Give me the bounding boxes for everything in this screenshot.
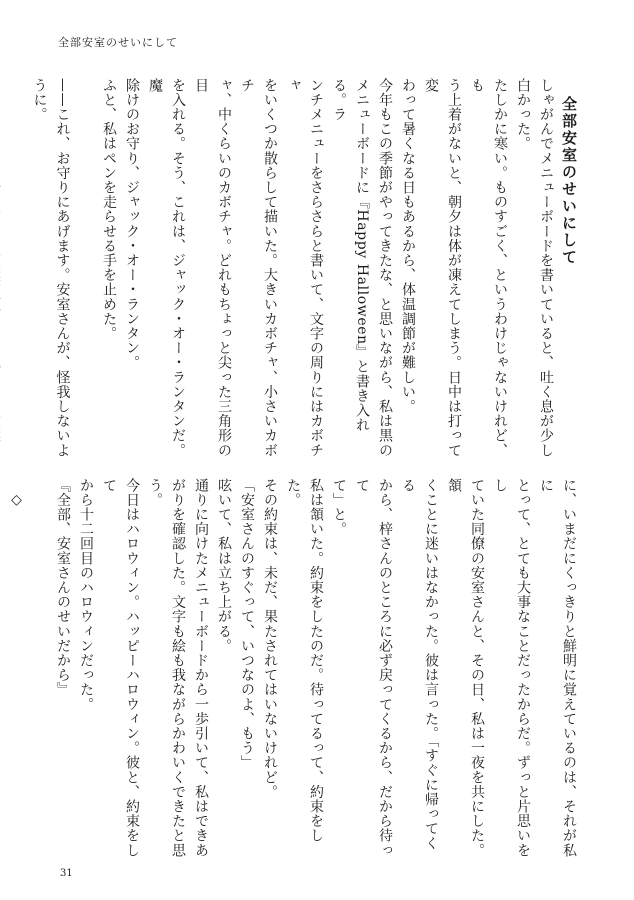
chapter-title: 全部安室のせいにして bbox=[560, 96, 578, 266]
paragraph bbox=[0, 78, 4, 460]
section-break-diamond: ◇ bbox=[8, 492, 25, 509]
paragraph: に、いまだにくっきりと鮮明に覚えているのは、それが私に とって、とても大事なことだったからだ。ずっと片思いをし ていた同僚の安室さんと、その日、私は一夜を共にした。頷 くことに迷いはなかった。彼は言った。「すぐに帰ってくる から、梓さんのところに必ず戻ってくるから、だから待って て」と。 bbox=[331, 478, 577, 858]
text-block-top bbox=[31, 78, 580, 460]
paragraph: 通りに向けたメニューボードから一歩引いて、私はできあ がりを確認した。文字も絵も我ながらかわいくできたと思う。 今日はハロウィン。ハッピーハロウィン。彼と、約束をして から十二回目のハロウィンだった。 bbox=[78, 478, 209, 858]
paragraph: 呟いて、私は立ち上がる。 bbox=[216, 478, 232, 654]
paragraph: ——これ、お守りにあげます。安室さんが、怪我しないよ うに。 bbox=[31, 78, 71, 458]
running-header: 全部安室のせいにして bbox=[58, 36, 178, 49]
quote-line: 『全部、安室さんのせいだから』 bbox=[55, 478, 71, 697]
dialogue: 「安室さんのすぐって、いつなのよ、もう」 bbox=[239, 478, 255, 770]
paragraph: ふと、私はペンを走らせる手を止めた。 bbox=[101, 78, 117, 341]
text-block-bottom bbox=[8, 478, 580, 860]
paragraph: 私は頷いた。約束をしたのだ。待ってるって、約束をした。 その約束は、未だ、果たされてはいないけれど。 bbox=[262, 478, 324, 843]
paragraph: たしかに寒い。ものすごく、というわけじゃないけれど、も う上着がないと、朝夕は体が凍えてしまう。日中は打って変 わって暑くなる日もあるから、体温調節が難しい。 bbox=[400, 78, 508, 458]
paragraph: しゃがんでメニューボードを書いていると、吐く息が少し 白かった。 bbox=[515, 78, 554, 458]
page-number: 31 bbox=[60, 868, 73, 879]
paragraph: 今年もこの季節がやってきたな、と思いながら、私は黒の メニューボードに『Happy Halloween』と書き入れる。ラ ンチメニューをさらさらと書いて、文字の周りにはカボチャ をいくつか散らして描いた。大きいカボチャ、小さいカボチ ャ、中くらいのカボチャ。どれもちょっと尖った三角形の目 を入れる。そう、これは、ジャック・オー・ランタンだ。魔 除けのお守り、ジャック・オー・ランタン。 bbox=[124, 78, 393, 458]
